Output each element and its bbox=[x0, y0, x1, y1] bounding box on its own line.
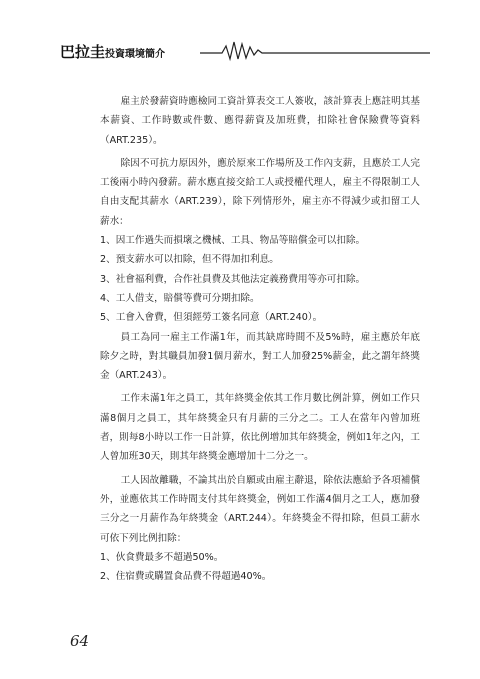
list-item: 3、社會福利費，合作社員費及其他法定義務費用等亦可扣除。 bbox=[100, 273, 366, 285]
body-text bbox=[100, 92, 420, 586]
paragraph: 工人因故離職，不論其出於自願或由雇主辭退，除依法應給予各項補償外，並應依其工作時間支付其年終獎金，例如工作滿4個月之工人，應加發三分之一月薪作為年終獎金（ART.244）。年終獎金不得扣除，但員工薪水可依下列比例扣除： bbox=[100, 474, 420, 544]
paragraph: 工作未滿1年之員工，其年終獎金依其工作月數比例計算，例如工作只滿8個月之員工，其年終獎金只有月薪的三分之二。工人在當年內曾加班者，則每8小時以工作一日計算，依比例增加其年終獎金，例如1年之內，工人曾加班30天，則其年終獎金應增加十二分之一。 bbox=[100, 393, 420, 463]
list-item: 5、工會入會費，但須經勞工簽名同意（ART.240）。 bbox=[100, 312, 323, 324]
header-title-sub: 投資環境簡介 bbox=[105, 49, 166, 60]
paragraph: 除因不可抗力原因外，應於原來工作場所及工作內支薪，且應於工人完工後兩小時內發薪。薪水應直接交給工人或授權代理人，雇主不得限制工人自由支配其薪水（ART.239），除下列情形外，雇主亦不得減少或扣留工人薪水： bbox=[100, 157, 420, 227]
list-item: 4、工人借支，賠償等費可分期扣除。 bbox=[100, 292, 260, 304]
paragraph: 員工為同一雇主工作滿1年，而其缺席時間不及5%時，雇主應於年底除夕之時，對其職員加發1個月薪水，對工人加發25%薪金，此之謂年終獎金（ART.243）。 bbox=[100, 331, 420, 382]
list-item: 1、伙食費最多不超過50%。 bbox=[100, 551, 224, 563]
heartbeat-line-icon bbox=[200, 38, 430, 62]
header-title-main: 巴拉圭 bbox=[60, 43, 106, 61]
page-number: 64 bbox=[70, 632, 90, 650]
list-item: 1、因工作過失而損壞之機械、工具、物品等賠償金可以扣除。 bbox=[100, 235, 366, 247]
list-item: 2、預支薪水可以扣除，但不得加扣利息。 bbox=[100, 254, 279, 266]
list-item: 2、住宿費或購置食品費不得超過40%。 bbox=[100, 571, 272, 583]
header-title bbox=[60, 41, 165, 62]
page-header bbox=[60, 38, 430, 62]
paragraph: 雇主於發薪資時應檢同工資計算表交工人簽收，該計算表上應註明其基本薪資、工作時數或件數、應得薪資及加班費，扣除社會保險費等資料（ART.235）。 bbox=[100, 96, 420, 146]
